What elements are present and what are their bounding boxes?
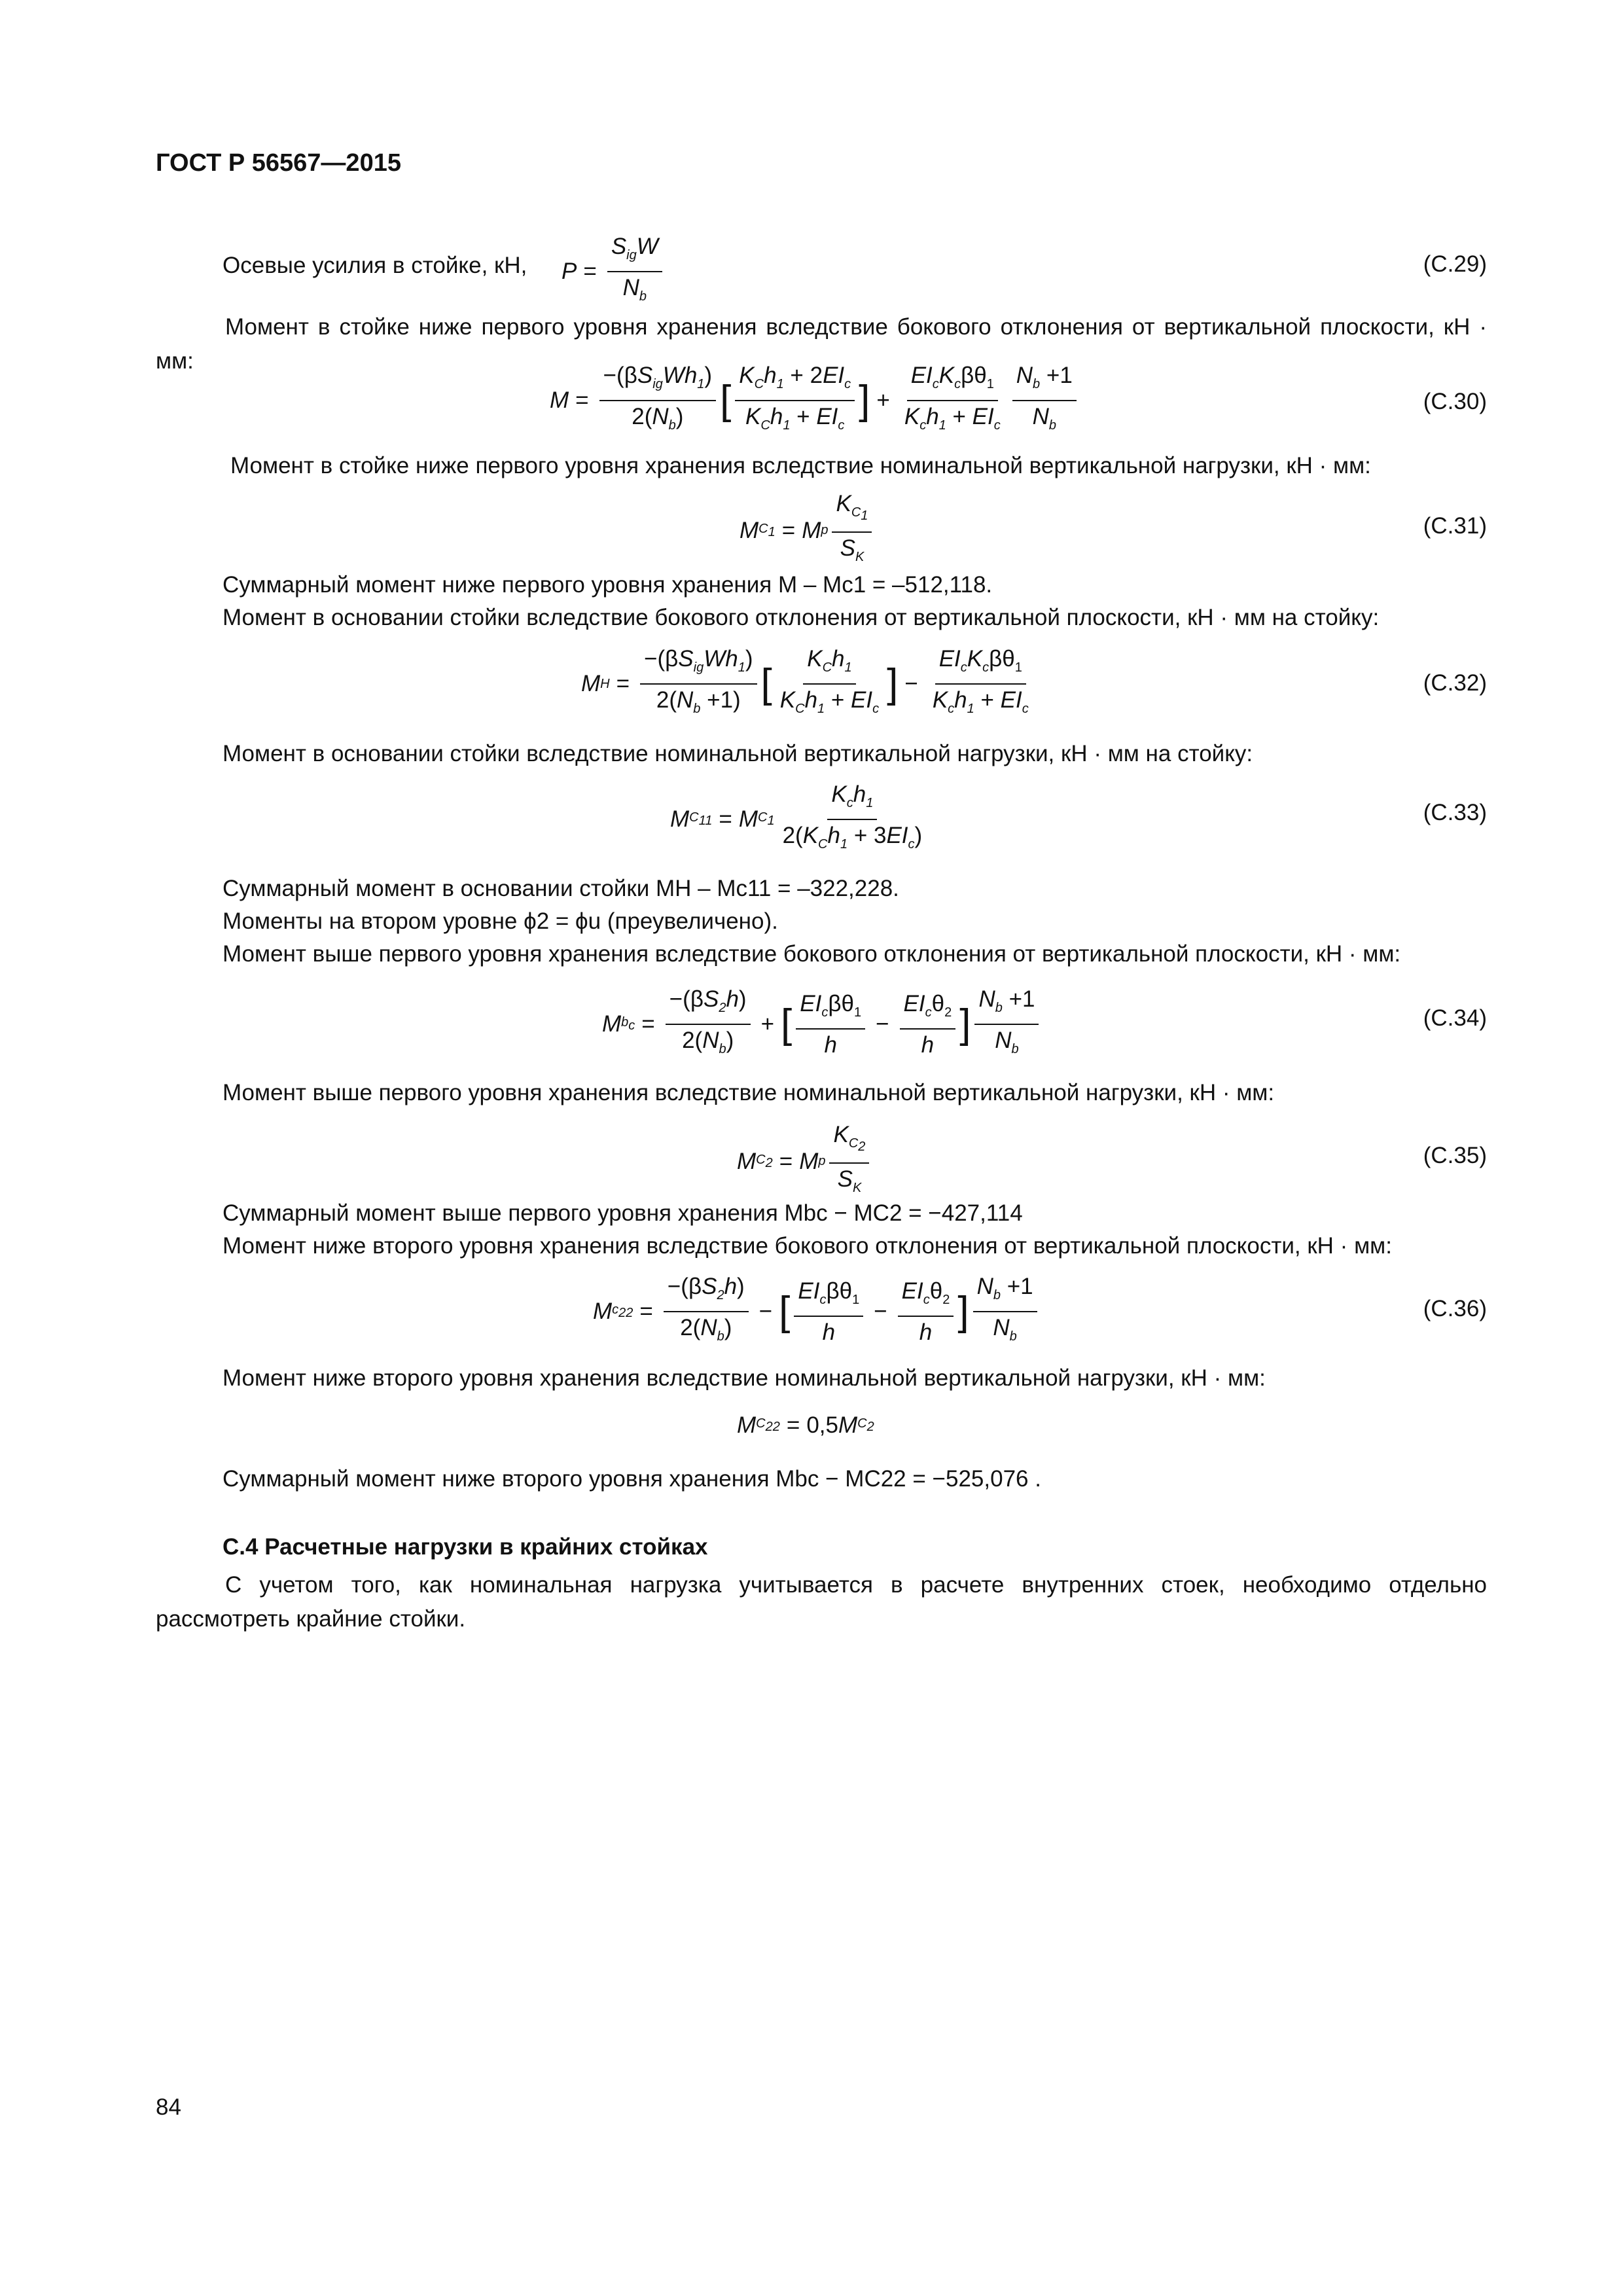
paragraph-moment-base-nominal: Момент в основании стойки вследствие номинальной вертикальной нагрузки, кН · мм на стойку: xyxy=(223,741,1253,766)
paragraph-total-moment-below-second: Суммарный момент ниже второго уровня хранения Mbc − MC22 = −525,076 . xyxy=(223,1466,1041,1492)
equation-number-c34: (С.34) xyxy=(1423,1005,1487,1031)
equation-number-c35: (С.35) xyxy=(1423,1143,1487,1168)
equation-number-c36: (С.36) xyxy=(1423,1296,1487,1321)
page-header-title: ГОСТ Р 56567—2015 xyxy=(156,149,401,177)
page-number: 84 xyxy=(156,2094,181,2120)
paragraph-moment-base-lateral: Момент в основании стойки вследствие бокового отклонения от вертикальной плоскости, кН · мм на стойку: xyxy=(223,605,1380,630)
equation-c35: M $C_2$ = M p $\frac{K_{C_2}}{S_K}$ xyxy=(737,1121,873,1202)
equation-number-c29: (С.29) xyxy=(1423,251,1487,277)
equation-unnumbered: M $C_{22}$ = 0,5 M $C_2$ xyxy=(737,1412,874,1438)
section-heading: С.4 Расчетные нагрузки в крайних стойках xyxy=(223,1534,708,1560)
paragraph-moment-above-lateral: Момент выше первого уровня хранения вследствие бокового отклонения от вертикальной плоскости, кН · мм: xyxy=(223,941,1401,967)
equation-c30: M = $\frac{-(\beta S_{ig}Wh_1)}{2(N_b)}$ [ $\frac{K_Ch_1 + 2EI_c}{K_Ch_1 + EI_c}$ ] + $\frac{EI_cK_c\beta\theta_1}{K_ch_1 + EI_c}$ $\frac{N_b +1}{N_b}$ xyxy=(550,361,1080,440)
equation-c34: M $b_c$ = $\frac{-(\beta S_2h)}{2(N_b)}$ + [ $\frac{EI_c\beta\theta_1}{h}$ − $\frac{EI_c\theta_2}{h}$ ] $\frac{N_b +1}{N_b}$ xyxy=(602,985,1043,1064)
paragraph-moment-below-second-lateral: Момент ниже второго уровня хранения вследствие бокового отклонения от вертикальной плоскости, кН · мм: xyxy=(223,1233,1392,1259)
paragraph-edge-uprights: С учетом того, как номинальная нагрузка учитывается в расчете внутренних стоек, необходимо отдельно рассмотреть крайние стойки. xyxy=(156,1572,1487,1632)
paragraph-total-moment-above: Суммарный момент выше первого уровня хранения Mbc − MC2 = −427,114 xyxy=(223,1200,1023,1226)
equation-number-c31: (С.31) xyxy=(1423,513,1487,539)
paragraph-moment-lateral-1: Момент в стойке ниже первого уровня хранения вследствие бокового отклонения от вертикальной плоскости, кН · мм: xyxy=(156,314,1487,374)
paragraph-second-level-moments: Моменты на втором уровне ϕ2 = ϕu (преувеличено). xyxy=(223,908,778,934)
equation-c31: M $C_1$ = M p $\frac{K_{C_1}}{S_K}$ xyxy=(740,490,876,571)
paragraph-moment-above-nominal: Момент выше первого уровня хранения вследствие номинальной вертикальной нагрузки, кН · мм: xyxy=(223,1080,1275,1105)
paragraph-total-moment-base: Суммарный момент в основании стойки MH – Mc11 = –322,228. xyxy=(223,876,899,901)
equation-c36: M $c_{22}$ = $\frac{-(\beta S_2h)}{2(N_b)}$ − [ $\frac{EI_c\beta\theta_1}{h}$ − $\frac{EI_c\theta_2}{h}$ ] $\frac{N_b +1}{N_b}$ xyxy=(593,1272,1041,1351)
equation-number-c33: (С.33) xyxy=(1423,800,1487,825)
paragraph-axial-force: Осевые усилия в стойке, кН, xyxy=(223,253,527,278)
equation-c29: P = $\frac{S_{ig}W}{N_b}$ xyxy=(562,232,666,311)
equation-c32: M H = $\frac{-(\beta S_{ig}Wh_1)}{2(N_b +1)}$ [ $\frac{K_Ch_1}{K_Ch_1 + EI_c}$ ] − $\frac{EI_cK_c\beta\theta_1}{K_ch_1 + EI_c}$ xyxy=(581,646,1029,716)
equation-c33: M $C_{11}$ = M $C_1$ $\frac{K_ch_1}{2(K_Ch_1 + 3EI_c)}$ xyxy=(670,781,923,852)
equation-number-c30: (С.30) xyxy=(1423,389,1487,414)
paragraph-moment-nominal-1: Момент в стойке ниже первого уровня хранения вследствие номинальной вертикальной нагрузки, кН · мм: xyxy=(230,453,1371,478)
equation-number-c32: (С.32) xyxy=(1423,670,1487,696)
paragraph-moment-below-second-nominal: Момент ниже второго уровня хранения вследствие номинальной вертикальной нагрузки, кН · мм: xyxy=(223,1365,1266,1391)
paragraph-total-moment-1: Суммарный момент ниже первого уровня хранения M – Mc1 = –512,118. xyxy=(223,572,993,598)
